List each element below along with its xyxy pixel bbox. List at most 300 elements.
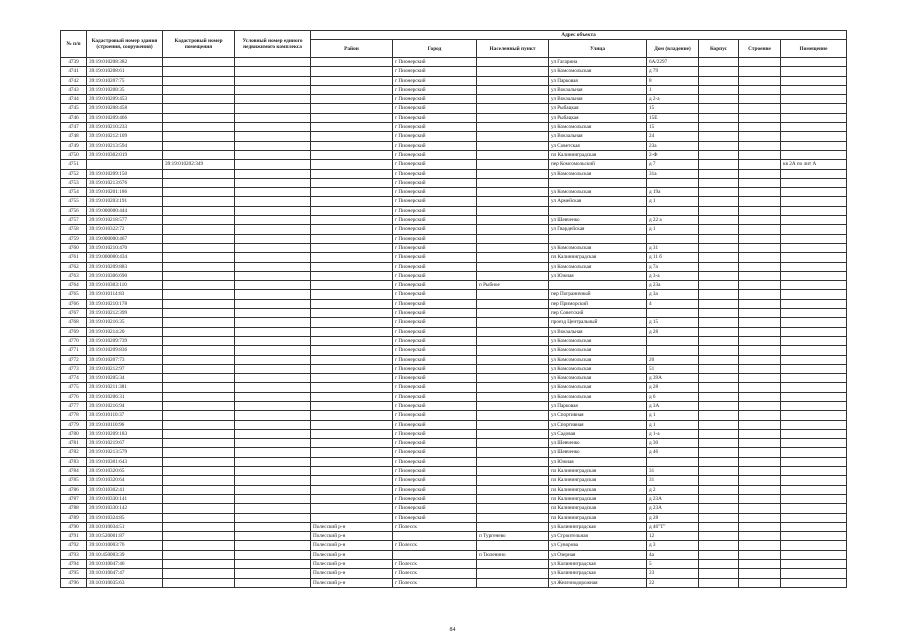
cell-street: пер Пограничный xyxy=(549,290,647,299)
cell-building xyxy=(699,541,739,550)
cell-settlement xyxy=(477,327,549,336)
cell-settlement xyxy=(477,541,549,550)
cell-complex-number xyxy=(235,95,311,104)
cell-complex-number xyxy=(235,476,311,485)
cell-settlement xyxy=(477,476,549,485)
cell-district xyxy=(311,420,393,429)
cell-building xyxy=(699,420,739,429)
cell-cadastral-room xyxy=(163,243,235,252)
cell-room xyxy=(781,541,847,550)
cell-complex-number xyxy=(235,439,311,448)
cell-settlement xyxy=(477,132,549,141)
cell-row-number: 4768 xyxy=(61,318,87,327)
cell-city: г Пионерский xyxy=(393,299,477,308)
cell-street: ул Вокзальная xyxy=(549,85,647,94)
cell-house xyxy=(647,346,699,355)
cell-row-number: 4752 xyxy=(61,169,87,178)
cell-structure xyxy=(739,160,781,169)
cell-house: д 30 xyxy=(647,439,699,448)
cell-cadastral-room xyxy=(163,150,235,159)
table-row xyxy=(61,336,847,345)
cell-row-number: 4790 xyxy=(61,522,87,531)
cell-street: ул Калининградская xyxy=(549,569,647,578)
cell-room xyxy=(781,188,847,197)
cell-settlement xyxy=(477,504,549,513)
table-row xyxy=(61,504,847,513)
table-row xyxy=(61,485,847,494)
cell-city: г Пионерский xyxy=(393,290,477,299)
cell-street: ул Комсомольская xyxy=(549,188,647,197)
cell-district xyxy=(311,169,393,178)
cell-city: г Пионерский xyxy=(393,271,477,280)
cell-district xyxy=(311,392,393,401)
cell-street: ул Комсомольская xyxy=(549,67,647,76)
cell-row-number: 4766 xyxy=(61,299,87,308)
cell-row-number: 4758 xyxy=(61,225,87,234)
cell-cadastral-room xyxy=(163,383,235,392)
cell-structure xyxy=(739,216,781,225)
cell-room xyxy=(781,383,847,392)
cell-street: ул Комсомольская xyxy=(549,374,647,383)
cell-street: ул Калининградская xyxy=(549,522,647,531)
cell-settlement xyxy=(477,85,549,94)
cell-building xyxy=(699,392,739,401)
cell-structure xyxy=(739,439,781,448)
cell-city: г Полесск xyxy=(393,560,477,569)
cell-structure xyxy=(739,150,781,159)
cell-complex-number xyxy=(235,253,311,262)
cell-complex-number xyxy=(235,485,311,494)
table-row xyxy=(61,494,847,503)
cell-cadastral-room xyxy=(163,85,235,94)
cell-cadastral-building: 39:19:010208:35 xyxy=(87,85,163,94)
cell-structure xyxy=(739,132,781,141)
cell-complex-number xyxy=(235,494,311,503)
cell-house: д 39А xyxy=(647,374,699,383)
cell-building xyxy=(699,309,739,318)
cell-district xyxy=(311,494,393,503)
cell-structure xyxy=(739,290,781,299)
cell-cadastral-building: 39:19:010110:96 xyxy=(87,420,163,429)
register-table xyxy=(60,30,847,588)
table-row xyxy=(61,150,847,159)
cell-house xyxy=(647,309,699,318)
cell-house: д 11 б xyxy=(647,253,699,262)
cell-street: пл Калининградская xyxy=(549,467,647,476)
table-row xyxy=(61,197,847,206)
cell-cadastral-building: 39:19:000000:444 xyxy=(87,206,163,215)
cell-building xyxy=(699,290,739,299)
cell-street: ул Комсомольская xyxy=(549,169,647,178)
table-row xyxy=(61,550,847,559)
cell-district xyxy=(311,160,393,169)
cell-settlement xyxy=(477,336,549,345)
cell-street: пл Калининградская xyxy=(549,504,647,513)
cell-building xyxy=(699,578,739,587)
cell-structure xyxy=(739,206,781,215)
cell-district xyxy=(311,104,393,113)
cell-room xyxy=(781,448,847,457)
cell-street: пл Калининградская xyxy=(549,253,647,262)
cell-street: ул Шевченко xyxy=(549,448,647,457)
cell-city: г Пионерский xyxy=(393,206,477,215)
cell-room: кв 2А по лит А xyxy=(781,160,847,169)
cell-complex-number xyxy=(235,169,311,178)
cell-building xyxy=(699,85,739,94)
cell-house: д 22 а xyxy=(647,216,699,225)
cell-settlement xyxy=(477,253,549,262)
cell-street: ул Вокзальная xyxy=(549,327,647,336)
cell-building xyxy=(699,262,739,271)
cell-room xyxy=(781,467,847,476)
cell-complex-number xyxy=(235,392,311,401)
cell-complex-number xyxy=(235,541,311,550)
cell-cadastral-room xyxy=(163,327,235,336)
cell-room xyxy=(781,150,847,159)
cell-district xyxy=(311,411,393,420)
cell-house: д 2 xyxy=(647,485,699,494)
cell-settlement xyxy=(477,243,549,252)
table-row xyxy=(61,95,847,104)
cell-complex-number xyxy=(235,578,311,587)
cell-street: ул Спортивная xyxy=(549,420,647,429)
cell-building xyxy=(699,550,739,559)
cell-complex-number xyxy=(235,560,311,569)
cell-cadastral-building: 39:19:010205:34 xyxy=(87,374,163,383)
table-row xyxy=(61,578,847,587)
cell-city: г Полесск xyxy=(393,541,477,550)
cell-cadastral-room xyxy=(163,309,235,318)
cell-cadastral-building: 39:19:010320:65 xyxy=(87,467,163,476)
cell-cadastral-building: 39:19:000000:434 xyxy=(87,253,163,262)
cell-street: ул Армейская xyxy=(549,197,647,206)
cell-house: д 28 xyxy=(647,327,699,336)
cell-structure xyxy=(739,95,781,104)
cell-row-number: 4748 xyxy=(61,132,87,141)
cell-district xyxy=(311,216,393,225)
cell-city: г Пионерский xyxy=(393,346,477,355)
cell-row-number: 4762 xyxy=(61,262,87,271)
cell-district xyxy=(311,364,393,373)
cell-complex-number xyxy=(235,448,311,457)
cell-structure xyxy=(739,253,781,262)
cell-street xyxy=(549,178,647,187)
cell-room xyxy=(781,309,847,318)
cell-cadastral-building: 39:19:010209:150 xyxy=(87,169,163,178)
cell-settlement xyxy=(477,150,549,159)
cell-cadastral-room xyxy=(163,429,235,438)
cell-structure xyxy=(739,271,781,280)
cell-row-number: 4774 xyxy=(61,374,87,383)
cell-building xyxy=(699,327,739,336)
cell-cadastral-building: 39:19:010210:233 xyxy=(87,123,163,132)
cell-house xyxy=(647,206,699,215)
cell-cadastral-building: 39:19:010322:72 xyxy=(87,225,163,234)
cell-cadastral-building: 39:19:010207:75 xyxy=(87,76,163,85)
cell-cadastral-room xyxy=(163,253,235,262)
cell-city: г Пионерский xyxy=(393,457,477,466)
cell-row-number: 4765 xyxy=(61,290,87,299)
table-row xyxy=(61,234,847,243)
cell-city: г Пионерский xyxy=(393,336,477,345)
table-row xyxy=(61,541,847,550)
cell-structure xyxy=(739,141,781,150)
cell-building xyxy=(699,206,739,215)
cell-complex-number xyxy=(235,123,311,132)
cell-building xyxy=(699,141,739,150)
cell-street xyxy=(549,234,647,243)
cell-building xyxy=(699,485,739,494)
cell-district xyxy=(311,234,393,243)
cell-building xyxy=(699,178,739,187)
table-row xyxy=(61,160,847,169)
cell-city: г Пионерский xyxy=(393,234,477,243)
cell-district xyxy=(311,150,393,159)
cell-complex-number xyxy=(235,188,311,197)
cell-street: ул Комсомольская xyxy=(549,392,647,401)
cell-house: 12 xyxy=(647,532,699,541)
cell-building xyxy=(699,457,739,466)
cell-house: д 2-а xyxy=(647,95,699,104)
cell-street: ул Парковая xyxy=(549,76,647,85)
cell-cadastral-building: 39:19:010330:142 xyxy=(87,504,163,513)
cell-district: Полесский р-н xyxy=(311,550,393,559)
cell-complex-number xyxy=(235,522,311,531)
cell-room xyxy=(781,401,847,410)
cell-house: д 31 xyxy=(647,243,699,252)
cell-settlement xyxy=(477,197,549,206)
cell-row-number: 4785 xyxy=(61,476,87,485)
cell-cadastral-building: 39:19:010301:643 xyxy=(87,457,163,466)
cell-settlement xyxy=(477,522,549,531)
cell-city: г Пионерский xyxy=(393,448,477,457)
cell-cadastral-room xyxy=(163,494,235,503)
cell-settlement xyxy=(477,560,549,569)
cell-cadastral-room xyxy=(163,541,235,550)
cell-cadastral-room xyxy=(163,355,235,364)
cell-city: г Пионерский xyxy=(393,216,477,225)
cell-street: ул Калининградская xyxy=(549,560,647,569)
cell-building xyxy=(699,299,739,308)
cell-room xyxy=(781,253,847,262)
cell-cadastral-room xyxy=(163,178,235,187)
cell-cadastral-room xyxy=(163,216,235,225)
cell-structure xyxy=(739,485,781,494)
cell-building xyxy=(699,346,739,355)
cell-city: г Пионерский xyxy=(393,113,477,122)
cell-city: г Пионерский xyxy=(393,392,477,401)
cell-settlement xyxy=(477,206,549,215)
cell-row-number: 4788 xyxy=(61,504,87,513)
cell-district xyxy=(311,467,393,476)
cell-cadastral-room xyxy=(163,104,235,113)
cell-building xyxy=(699,132,739,141)
cell-house: д 23А xyxy=(647,504,699,513)
cell-complex-number xyxy=(235,58,311,67)
cell-structure xyxy=(739,374,781,383)
cell-cadastral-room xyxy=(163,169,235,178)
table-row xyxy=(61,318,847,327)
cell-settlement xyxy=(477,141,549,150)
cell-cadastral-building: 39:19:010324:85 xyxy=(87,513,163,522)
cell-cadastral-room xyxy=(163,290,235,299)
cell-street: ул Комсомольская xyxy=(549,346,647,355)
cell-city: г Пионерский xyxy=(393,494,477,503)
cell-building xyxy=(699,383,739,392)
cell-room xyxy=(781,262,847,271)
table-row xyxy=(61,374,847,383)
cell-structure xyxy=(739,476,781,485)
cell-structure xyxy=(739,457,781,466)
cell-settlement xyxy=(477,169,549,178)
cell-structure xyxy=(739,401,781,410)
cell-building xyxy=(699,411,739,420)
cell-city: г Пионерский xyxy=(393,485,477,494)
cell-district xyxy=(311,67,393,76)
cell-cadastral-building: 39:19:010201:186 xyxy=(87,188,163,197)
cell-row-number: 4744 xyxy=(61,95,87,104)
cell-cadastral-room xyxy=(163,234,235,243)
cell-city: г Пионерский xyxy=(393,327,477,336)
cell-room xyxy=(781,439,847,448)
cell-cadastral-room xyxy=(163,132,235,141)
cell-structure xyxy=(739,346,781,355)
table-row xyxy=(61,290,847,299)
cell-cadastral-building: 39:10:010003:76 xyxy=(87,541,163,550)
cell-room xyxy=(781,234,847,243)
cell-settlement xyxy=(477,67,549,76)
cell-street: ул Рыбацкая xyxy=(549,104,647,113)
cell-house: 5 xyxy=(647,560,699,569)
cell-district xyxy=(311,327,393,336)
table-row xyxy=(61,178,847,187)
cell-room xyxy=(781,532,847,541)
cell-complex-number xyxy=(235,532,311,541)
cell-row-number: 4763 xyxy=(61,271,87,280)
cell-cadastral-room xyxy=(163,467,235,476)
cell-complex-number xyxy=(235,374,311,383)
table-body xyxy=(61,58,847,588)
cell-room xyxy=(781,411,847,420)
cell-building xyxy=(699,364,739,373)
cell-complex-number xyxy=(235,197,311,206)
cell-structure xyxy=(739,188,781,197)
cell-settlement xyxy=(477,262,549,271)
cell-district xyxy=(311,383,393,392)
cell-room xyxy=(781,494,847,503)
cell-building xyxy=(699,113,739,122)
cell-room xyxy=(781,58,847,67)
cell-house xyxy=(647,234,699,243)
cell-structure xyxy=(739,234,781,243)
cell-city: г Пионерский xyxy=(393,411,477,420)
cell-house: д 1 xyxy=(647,197,699,206)
cell-structure xyxy=(739,243,781,252)
cell-structure xyxy=(739,336,781,345)
cell-row-number: 4749 xyxy=(61,141,87,150)
cell-complex-number xyxy=(235,225,311,234)
cell-cadastral-room xyxy=(163,262,235,271)
cell-cadastral-room xyxy=(163,281,235,290)
table-row xyxy=(61,411,847,420)
cell-room xyxy=(781,169,847,178)
cell-district xyxy=(311,58,393,67)
cell-room xyxy=(781,290,847,299)
cell-city: г Пионерский xyxy=(393,476,477,485)
cell-cadastral-room xyxy=(163,318,235,327)
cell-room xyxy=(781,476,847,485)
cell-house: 1 xyxy=(647,85,699,94)
cell-street: ул Строительная xyxy=(549,532,647,541)
cell-city xyxy=(393,550,477,559)
cell-structure xyxy=(739,420,781,429)
cell-row-number: 4745 xyxy=(61,104,87,113)
cell-street: ул Южная xyxy=(549,271,647,280)
cell-row-number: 4760 xyxy=(61,243,87,252)
cell-house: д 7а xyxy=(647,262,699,271)
cell-district xyxy=(311,113,393,122)
cell-street: пл Калининградская xyxy=(549,476,647,485)
cell-room xyxy=(781,216,847,225)
cell-complex-number xyxy=(235,457,311,466)
table-row xyxy=(61,253,847,262)
cell-cadastral-building: 39:10:010047:47 xyxy=(87,569,163,578)
cell-settlement xyxy=(477,485,549,494)
header-address: Адрес объекта xyxy=(311,31,847,40)
table-row xyxy=(61,132,847,141)
cell-structure xyxy=(739,448,781,457)
cell-house: д 3а xyxy=(647,290,699,299)
cell-settlement: п Тургенево xyxy=(477,532,549,541)
page-number: 84 xyxy=(449,627,456,633)
cell-cadastral-building: 39:19:010330:141 xyxy=(87,494,163,503)
cell-structure xyxy=(739,522,781,531)
cell-complex-number xyxy=(235,467,311,476)
cell-building xyxy=(699,504,739,513)
cell-city: г Пионерский xyxy=(393,420,477,429)
cell-cadastral-building: 39:19:010212:109 xyxy=(87,132,163,141)
cell-building xyxy=(699,271,739,280)
cell-city: г Полесск xyxy=(393,569,477,578)
cell-settlement xyxy=(477,225,549,234)
cell-house: д 15 xyxy=(647,318,699,327)
cell-cadastral-building: 39:10:010034:51 xyxy=(87,522,163,531)
header-complex-number: Условный номер единого недвижимого комплекса xyxy=(235,31,311,58)
cell-street: проезд Центральный xyxy=(549,318,647,327)
cell-cadastral-room xyxy=(163,188,235,197)
cell-room xyxy=(781,374,847,383)
cell-room xyxy=(781,392,847,401)
cell-building xyxy=(699,439,739,448)
cell-house: д 3 xyxy=(647,541,699,550)
cell-room xyxy=(781,569,847,578)
cell-house: 4а xyxy=(647,550,699,559)
cell-city: г Пионерский xyxy=(393,169,477,178)
cell-city: г Пионерский xyxy=(393,197,477,206)
cell-row-number: 4779 xyxy=(61,420,87,429)
cell-complex-number xyxy=(235,346,311,355)
cell-house: 15Е xyxy=(647,113,699,122)
cell-row-number: 4777 xyxy=(61,401,87,410)
table-row xyxy=(61,104,847,113)
cell-row-number: 4791 xyxy=(61,532,87,541)
cell-row-number: 4743 xyxy=(61,85,87,94)
cell-settlement xyxy=(477,95,549,104)
cell-complex-number xyxy=(235,150,311,159)
cell-settlement xyxy=(477,346,549,355)
cell-building xyxy=(699,513,739,522)
cell-house: 15 xyxy=(647,123,699,132)
